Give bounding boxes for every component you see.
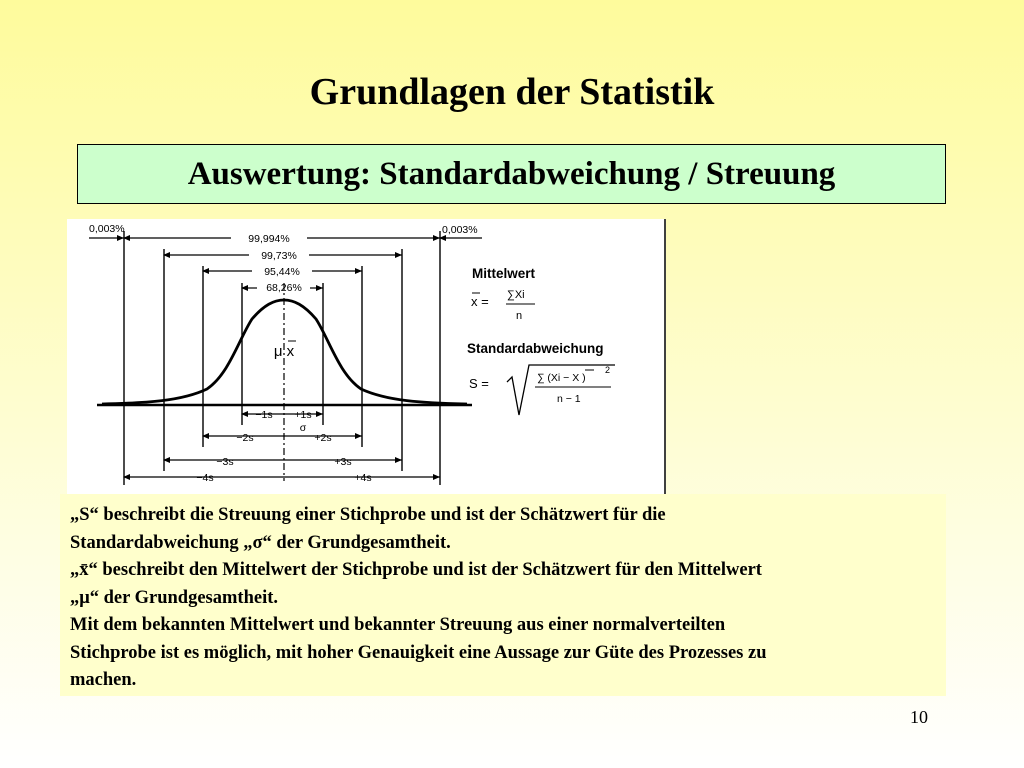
para2-line2: „μ“ der Grundgesamtheit. <box>70 587 278 608</box>
normal-distribution-diagram <box>67 219 666 494</box>
percent-brackets <box>89 238 482 288</box>
label-sigma: σ <box>299 422 307 434</box>
explanation-textbox <box>60 494 946 696</box>
mean-denominator: n <box>516 310 523 322</box>
mean-heading: Mittelwert <box>472 266 536 281</box>
std-lhs: S = <box>469 376 489 391</box>
label-left-0003: 0,003% <box>89 223 125 235</box>
label-minus-2s: −2s <box>236 432 254 444</box>
label-plus-4s: +4s <box>354 472 372 484</box>
normal-distribution-figure <box>67 219 666 494</box>
subtitle-text: Auswertung: Standardabweichung / Streuung <box>187 155 836 192</box>
label-plus-2s: +2s <box>314 432 332 444</box>
label-plus-1s: +1s <box>294 409 312 421</box>
para1-line1: „S“ beschreibt die Streuung einer Stichprobe und ist der Schätzwert für die <box>70 505 666 525</box>
label-plus-3s: +3s <box>334 456 352 468</box>
std-exponent: 2 <box>605 365 611 375</box>
page-number: 10 <box>910 707 928 727</box>
mean-lhs: x = <box>471 294 489 309</box>
subtitle-box <box>77 144 946 204</box>
para1-line2: Standardabweichung „σ“ der Grundgesamtheit. <box>70 532 451 553</box>
label-minus-1s: −1s <box>255 409 273 421</box>
label-right-0003: 0,003% <box>442 224 478 236</box>
label-9544: 95,44% <box>264 266 300 278</box>
label-6826: 68,26% <box>266 282 302 294</box>
label-9973: 99,73% <box>261 250 297 262</box>
std-denominator: n − 1 <box>557 393 581 405</box>
std-numerator: ∑ (Xi − X ) <box>537 372 586 384</box>
std-heading: Standardabweichung <box>467 341 604 356</box>
para3-line3: machen. <box>70 670 137 690</box>
sigma-brackets <box>124 414 440 477</box>
label-minus-4s: −4s <box>196 472 214 484</box>
slide-title: Grundlagen der Statistik <box>309 71 715 113</box>
para2-line1: „x̄“ beschreibt den Mittelwert der Stichprobe und ist der Schätzwert für den Mittelwert <box>70 560 762 580</box>
para3-line1: Mit dem bekannten Mittelwert und bekannter Streuung aus einer normalverteilten <box>70 615 726 635</box>
label-9994: 99,994% <box>248 233 290 245</box>
label-minus-3s: −3s <box>216 456 234 468</box>
para3-line2: Stichprobe ist es möglich, mit hoher Genauigkeit eine Aussage zur Güte des Prozesses zu <box>70 642 767 663</box>
mean-numerator: ∑Xi <box>507 289 525 301</box>
label-mu-x: μ x <box>273 343 295 360</box>
